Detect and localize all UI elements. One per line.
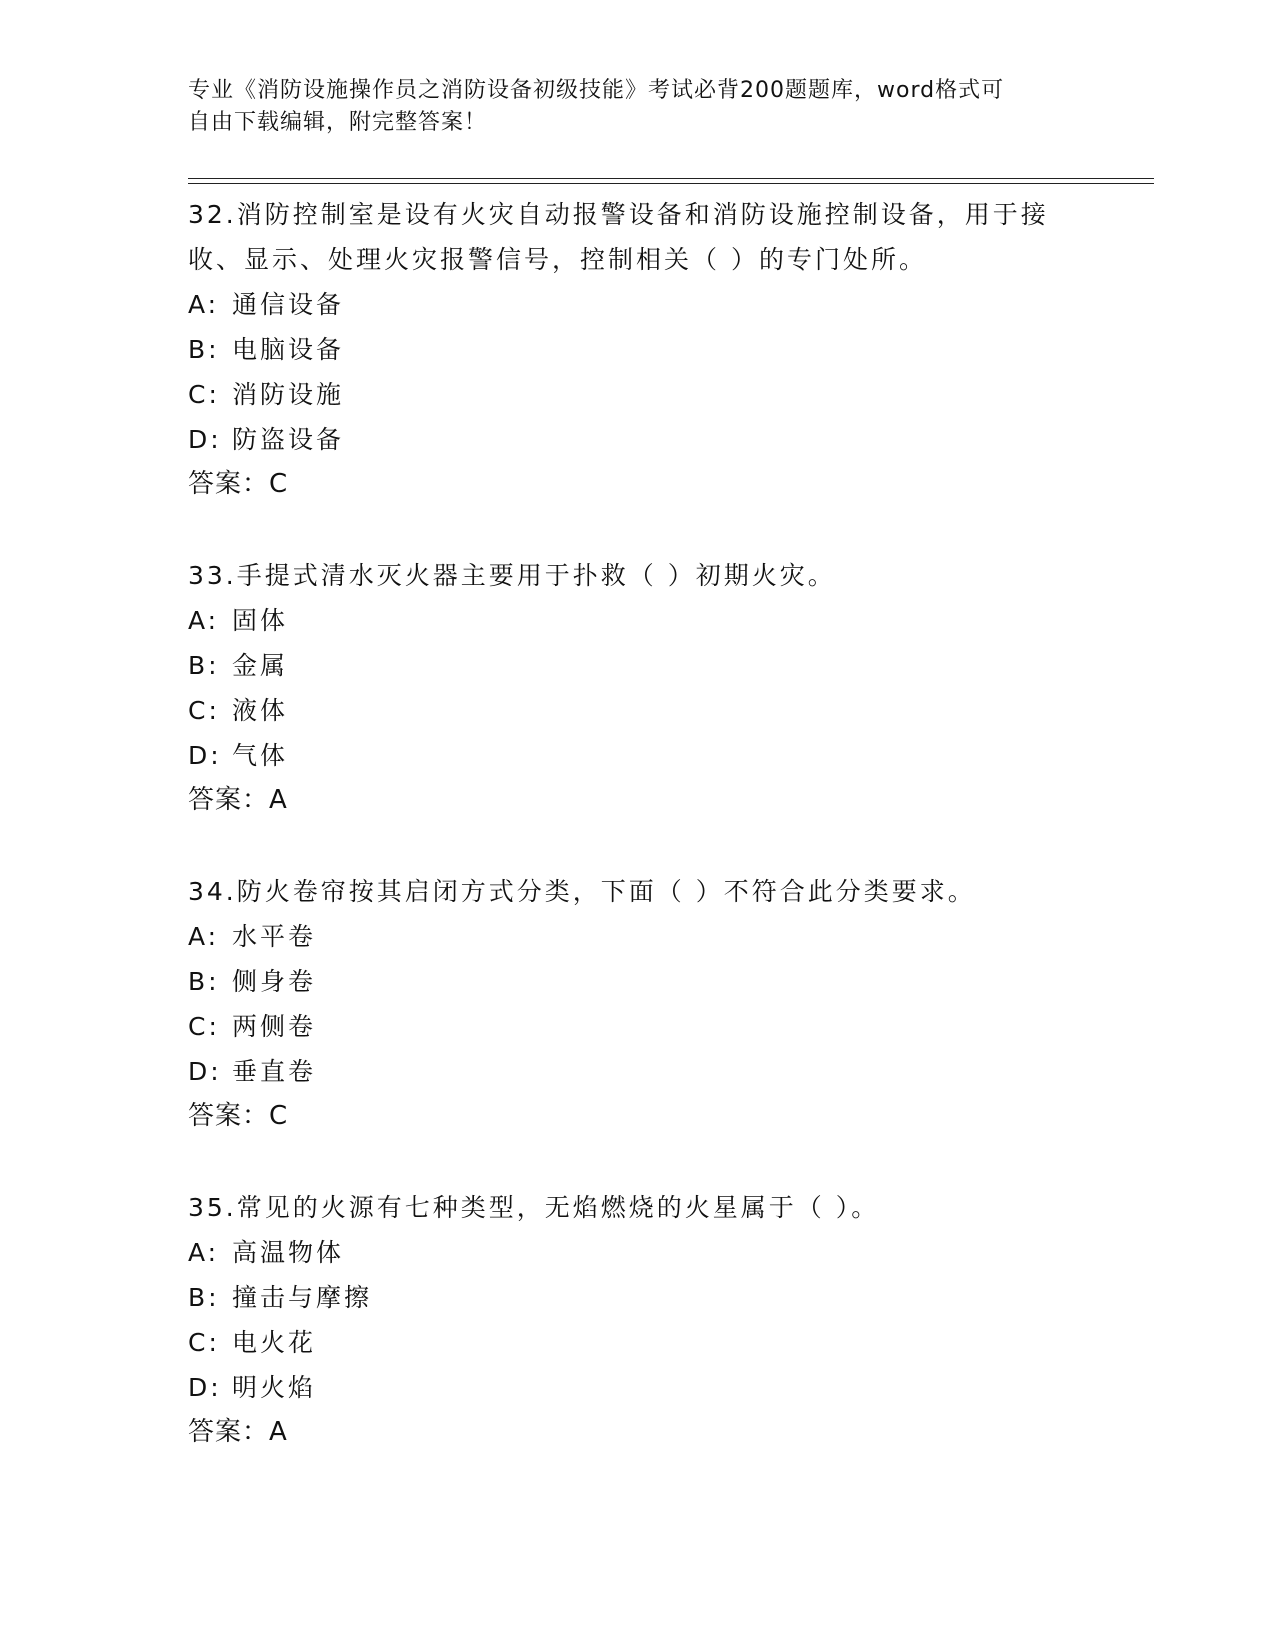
option-b (188, 1275, 1088, 1320)
option-c (188, 688, 1088, 733)
option-text: 液体 (232, 696, 289, 725)
option-letter: D: (188, 1373, 222, 1402)
option-c (188, 1320, 1088, 1365)
option-text: 金属 (232, 651, 289, 680)
option-text: 气体 (232, 741, 289, 770)
header-divider-top (188, 178, 1154, 179)
option-letter: D: (188, 425, 222, 454)
option-letter: A: (188, 1238, 220, 1267)
question-stem: 32.消防控制室是设有火灾自动报警设备和消防设施控制设备，用于接 (188, 200, 1049, 229)
option-a (188, 914, 1088, 959)
question-list (188, 192, 1088, 1501)
option-a (188, 598, 1088, 643)
option-c (188, 1004, 1088, 1049)
option-text: 消防设施 (232, 380, 345, 409)
option-d (188, 417, 1088, 462)
option-text: 垂直卷 (232, 1057, 317, 1086)
option-text: 电火花 (232, 1328, 317, 1357)
question-32 (188, 192, 1088, 507)
question-34 (188, 869, 1088, 1139)
option-d (188, 733, 1088, 778)
option-text: 防盗设备 (232, 425, 345, 454)
question-stem: 34.防火卷帘按其启闭方式分类，下面（ ）不符合此分类要求。 (188, 877, 976, 906)
option-b (188, 959, 1088, 1004)
option-letter: B: (188, 1283, 220, 1312)
question-35 (188, 1185, 1088, 1455)
option-letter: C: (188, 380, 220, 409)
option-b (188, 643, 1088, 688)
option-c (188, 372, 1088, 417)
option-letter: D: (188, 1057, 222, 1086)
option-text: 撞击与摩擦 (232, 1283, 373, 1312)
option-letter: C: (188, 1012, 220, 1041)
option-letter: A: (188, 922, 220, 951)
option-letter: A: (188, 606, 220, 635)
question-stem-continued: 收、显示、处理火灾报警信号，控制相关（ ）的专门处所。 (188, 245, 927, 274)
option-letter: B: (188, 651, 220, 680)
option-letter: B: (188, 335, 220, 364)
option-text: 侧身卷 (232, 967, 317, 996)
question-33 (188, 553, 1088, 823)
option-d (188, 1365, 1088, 1410)
option-text: 高温物体 (232, 1238, 345, 1267)
option-text: 水平卷 (232, 922, 317, 951)
option-b (188, 327, 1088, 372)
header-divider-bottom (188, 183, 1154, 184)
answer: 答案：C (188, 1101, 289, 1131)
option-text: 固体 (232, 606, 289, 635)
question-stem: 35.常见的火源有七种类型，无焰燃烧的火星属于（ ）。 (188, 1193, 880, 1222)
header-line-1: 专业《消防设施操作员之消防设备初级技能》考试必背200题题库，word格式可 (188, 78, 1005, 103)
option-d (188, 1049, 1088, 1094)
option-text: 两侧卷 (232, 1012, 317, 1041)
document-header (188, 75, 1088, 139)
header-line-2: 自由下载编辑，附完整答案！ (188, 110, 488, 135)
option-text: 电脑设备 (232, 335, 345, 364)
answer: 答案：A (188, 785, 288, 815)
option-a (188, 282, 1088, 327)
option-letter: A: (188, 290, 220, 319)
option-text: 通信设备 (232, 290, 345, 319)
option-text: 明火焰 (232, 1373, 317, 1402)
question-stem: 33.手提式清水灭火器主要用于扑救（ ）初期火灾。 (188, 561, 836, 590)
answer: 答案：A (188, 1417, 288, 1447)
answer: 答案：C (188, 469, 289, 499)
option-letter: D: (188, 741, 222, 770)
option-letter: C: (188, 1328, 220, 1357)
option-letter: B: (188, 967, 220, 996)
option-letter: C: (188, 696, 220, 725)
option-a (188, 1230, 1088, 1275)
